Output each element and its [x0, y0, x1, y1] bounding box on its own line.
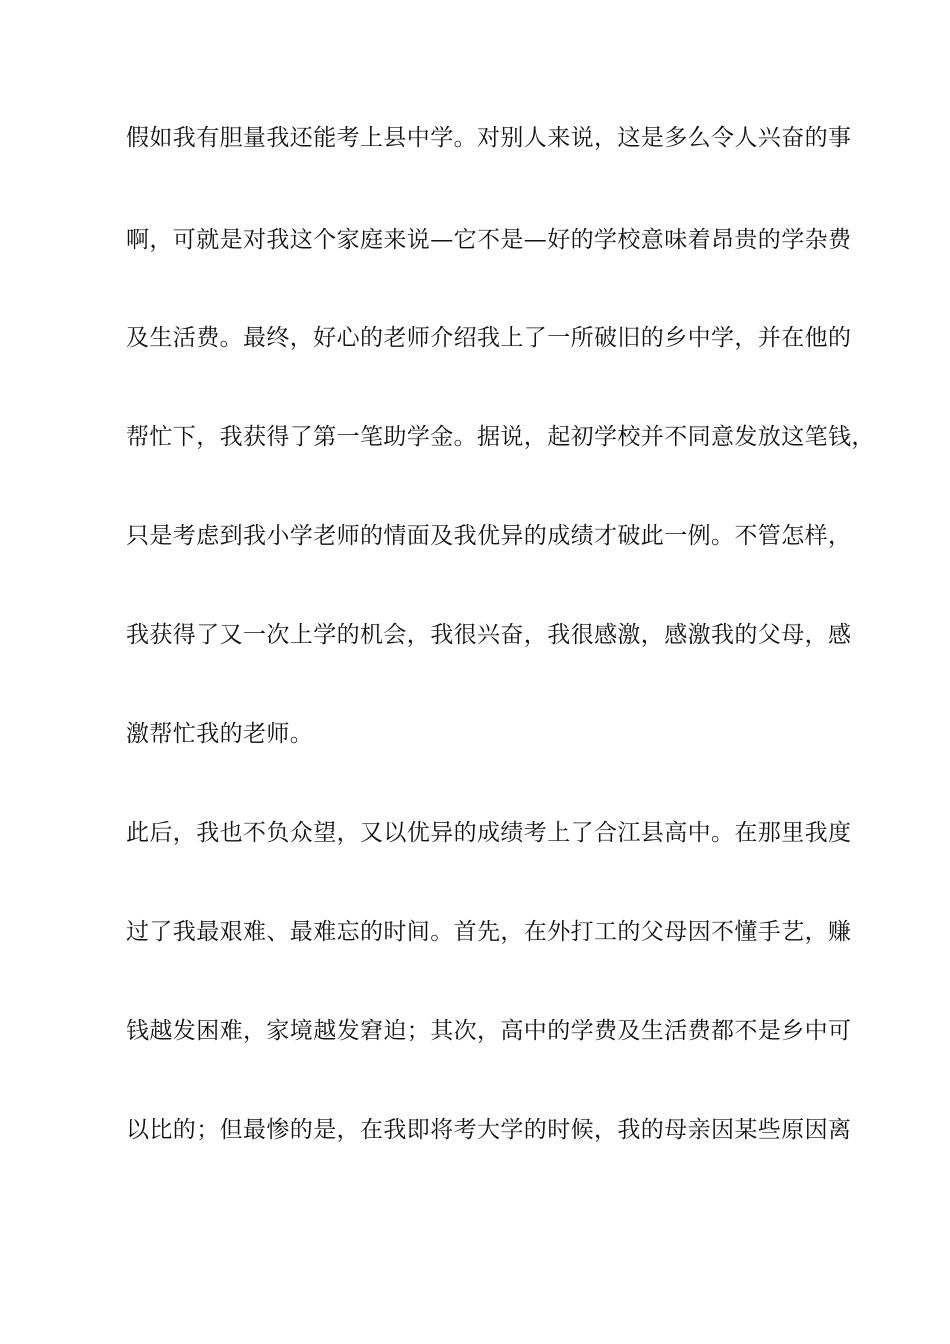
text-line: 钱越发困难，家境越发窘迫；其次，高中的学费及生活费都不是乡中可 [126, 1018, 852, 1044]
text-line: 过了我最艰难、最难忘的时间。首先，在外打工的父母因不懂手艺，赚 [126, 919, 852, 945]
text-line: 帮忙下，我获得了第一笔助学金。据说，起初学校并不同意发放这笔钱， [126, 424, 875, 450]
text-line: 及生活费。最终，好心的老师介绍我上了一所破旧的乡中学，并在他的 [126, 325, 852, 351]
text-line: 假如我有胆量我还能考上县中学。对别人来说，这是多么令人兴奋的事 [126, 125, 852, 151]
text-line: 以比的；但最惨的是，在我即将考大学的时候，我的母亲因某些原因离 [126, 1117, 852, 1143]
text-line: 激帮忙我的老师。 [126, 721, 314, 747]
text-line: 啊，可就是对我这个家庭来说—它不是—好的学校意味着昂贵的学杂费 [126, 227, 852, 253]
text-line: 我获得了又一次上学的机会，我很兴奋，我很感激，感激我的父母，感 [126, 622, 852, 648]
text-line: 此后，我也不负众望，又以优异的成绩考上了合江县高中。在那里我度 [126, 820, 852, 846]
text-line: 只是考虑到我小学老师的情面及我优异的成绩才破此一例。不管怎样， [126, 523, 852, 549]
